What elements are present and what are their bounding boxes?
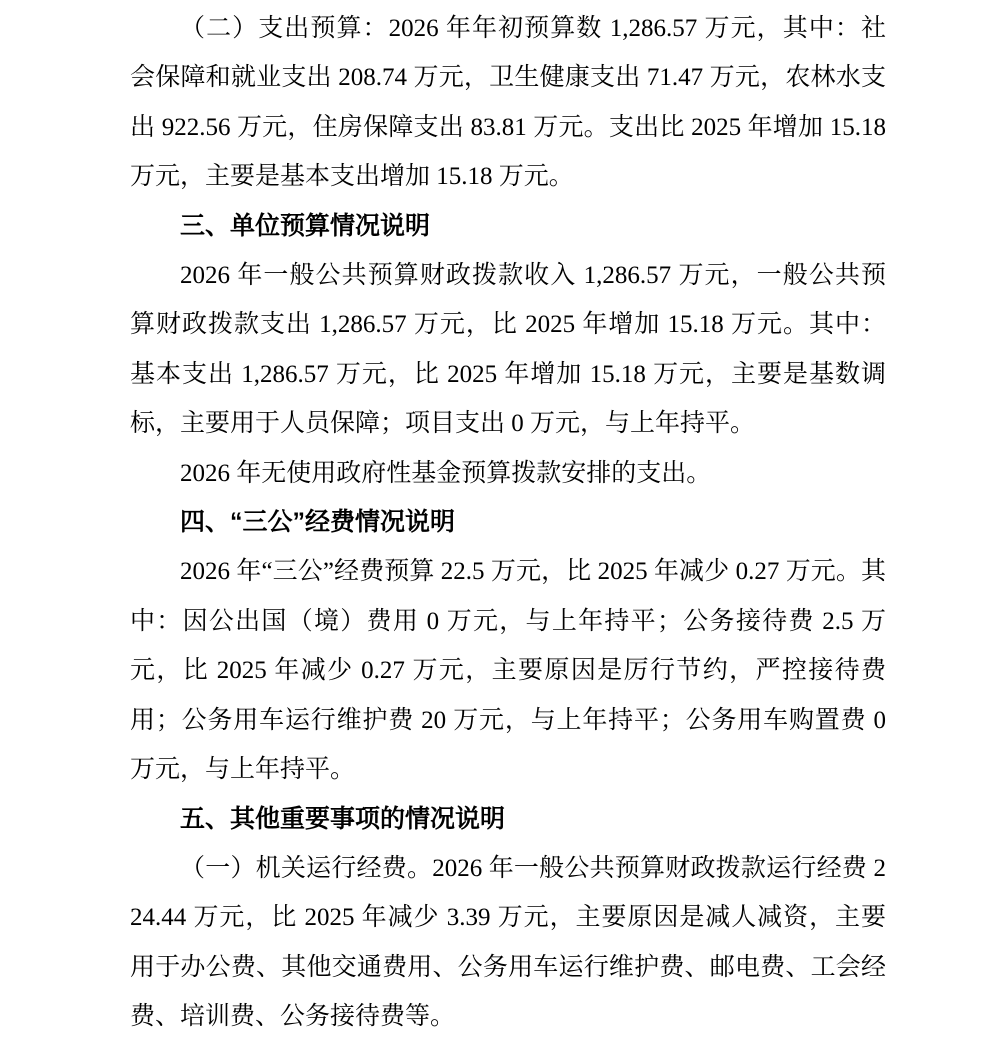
paragraph-government-fund: 2026 年无使用政府性基金预算拨款安排的支出。 — [180, 459, 712, 487]
paragraph-expenditure-budget: （二）支出预算：2026 年年初预算数 1,286.57 万元，其中：社会保障和就业支出 208.74 万元，卫生健康支出 71.47 万元，农林水支出 922.56 万元，住房保障支出 83.81 万元。支出比 2025 年增加 15.18 万元，主要是基本支出增加 15.18 万元。 — [130, 15, 886, 191]
heading-section-four-three-public-expenses: 四、“三公”经费情况说明 — [180, 508, 456, 537]
paragraph-general-public-budget: 2026 年一般公共预算财政拨款收入 1,286.57 万元，一般公共预算财政拨款支出 1,286.57 万元，比 2025 年增加 15.18 万元。其中：基本支出 1,286.57 万元，比 2025 年增加 15.18 万元，主要是基数调标，主要用于人员保障；项目支出 0 万元，与上年持平。 — [130, 262, 886, 438]
paragraph-three-public-expenses-detail: 2026 年“三公”经费预算 22.5 万元，比 2025 年减少 0.27 万元。其中：因公出国（境）费用 0 万元，与上年持平；公务接待费 2.5 万元，比 2025 年减少 0.27 万元，主要原因是厉行节约，严控接待费用；公务用车运行维护费 20 万元，与上年持平；公务用车购置费 0 万元，与上年持平。 — [130, 558, 886, 784]
heading-section-five-other-important-matters: 五、其他重要事项的情况说明 — [180, 804, 506, 833]
paragraph-agency-operating-expenses: （一）机关运行经费。2026 年一般公共预算财政拨款运行经费 224.44 万元，比 2025 年减少 3.39 万元，主要原因是减人减资，主要用于办公费、其他交通费用、公务用车运行维护费、邮电费、工会经费、培训费、公务接待费等。 — [130, 854, 886, 1031]
heading-section-three-unit-budget: 三、单位预算情况说明 — [180, 211, 431, 240]
